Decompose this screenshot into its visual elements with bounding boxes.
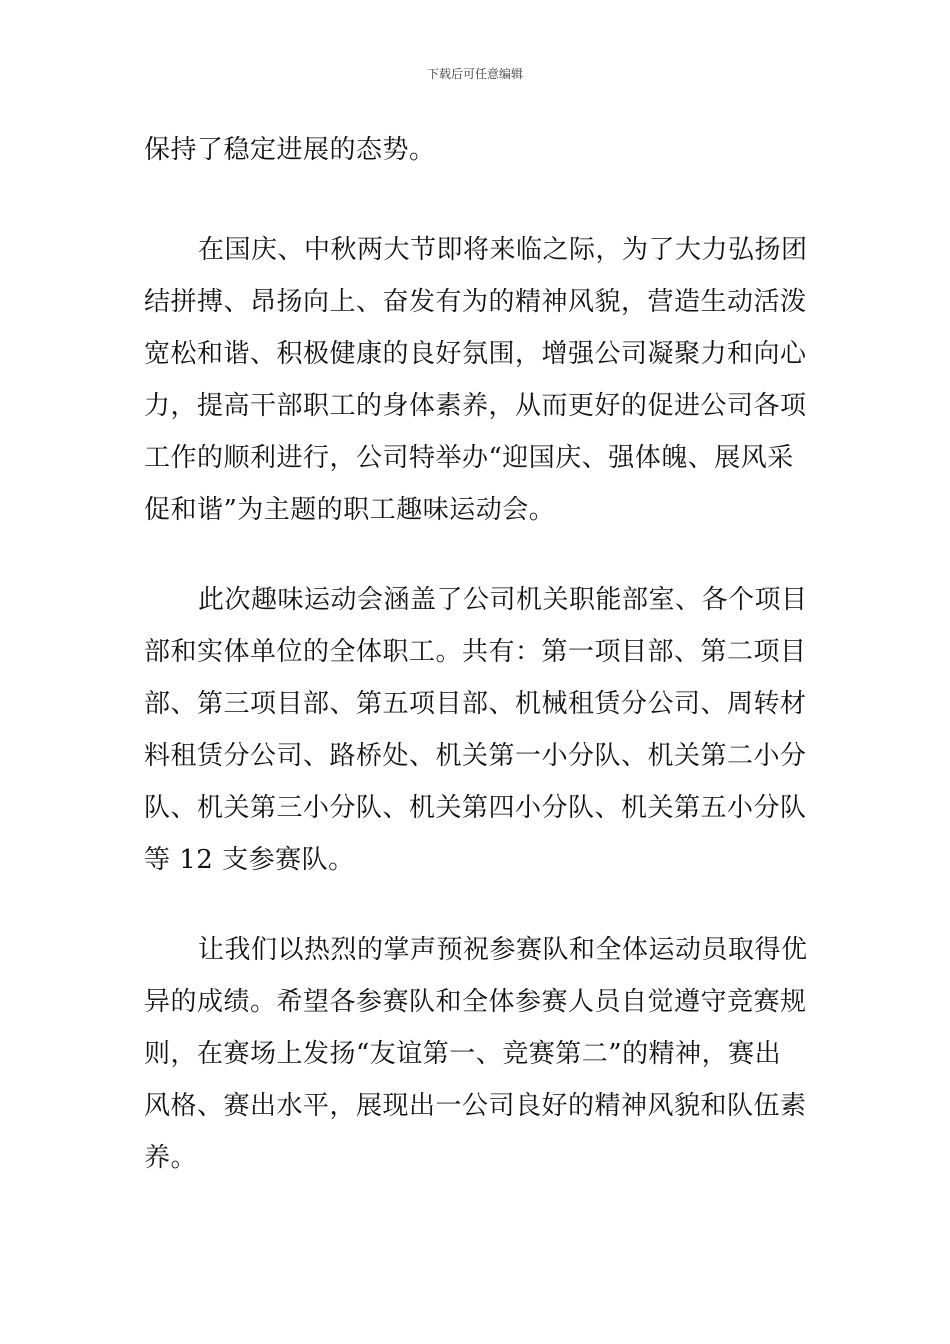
text-line: 养。 [144, 1143, 198, 1173]
text-line: 则，在赛场上发扬“友谊第一、竞赛第二”的精神，赛出 [144, 1039, 782, 1069]
paragraph-2 [144, 224, 808, 536]
text-line: 在国庆、中秋两大节即将来临之际，为了大力弘扬团 [198, 235, 808, 265]
text-line: 风格、赛出水平，展现出一公司良好的精神风貌和队伍素 [144, 1091, 807, 1121]
text-line: 让我们以热烈的掌声预祝参赛队和全体运动员取得优 [198, 935, 808, 965]
text-line: 结拼搏、昂扬向上、奋发有为的精神风貌，营造生动活泼 [144, 287, 807, 317]
text-line: 工作的顺利进行，公司特举办“迎国庆、强体魄、展风采 [144, 443, 794, 473]
text-line: 等 12 支参赛队。 [144, 845, 355, 875]
text-line: 促和谐”为主题的职工趣味运动会。 [144, 495, 556, 525]
text-line: 此次趣味运动会涵盖了公司机关职能部室、各个项目 [198, 585, 808, 615]
text-line: 宽松和谐、积极健康的良好氛围，增强公司凝聚力和向心 [144, 339, 807, 369]
paragraph-3 [144, 574, 808, 886]
paragraph-4 [144, 924, 808, 1184]
paragraph-1 [144, 124, 808, 176]
text-line: 料租赁分公司、路桥处、机关第一小分队、机关第二小分 [144, 741, 807, 771]
text-line: 异的成绩。希望各参赛队和全体参赛人员自觉遵守竞赛规 [144, 987, 807, 1017]
page-header: 下载后可任意编辑 [426, 67, 523, 81]
text-line: 部、第三项目部、第五项目部、机械租赁分公司、周转材 [144, 689, 807, 719]
text-line: 保持了稳定进展的态势。 [144, 135, 436, 165]
text-line: 部和实体单位的全体职工。共有：第一项目部、第二项目 [144, 637, 807, 667]
text-line: 力，提高干部职工的身体素养，从而更好的促进公司各项 [144, 391, 807, 421]
text-line: 队、机关第三小分队、机关第四小分队、机关第五小分队 [144, 793, 807, 823]
